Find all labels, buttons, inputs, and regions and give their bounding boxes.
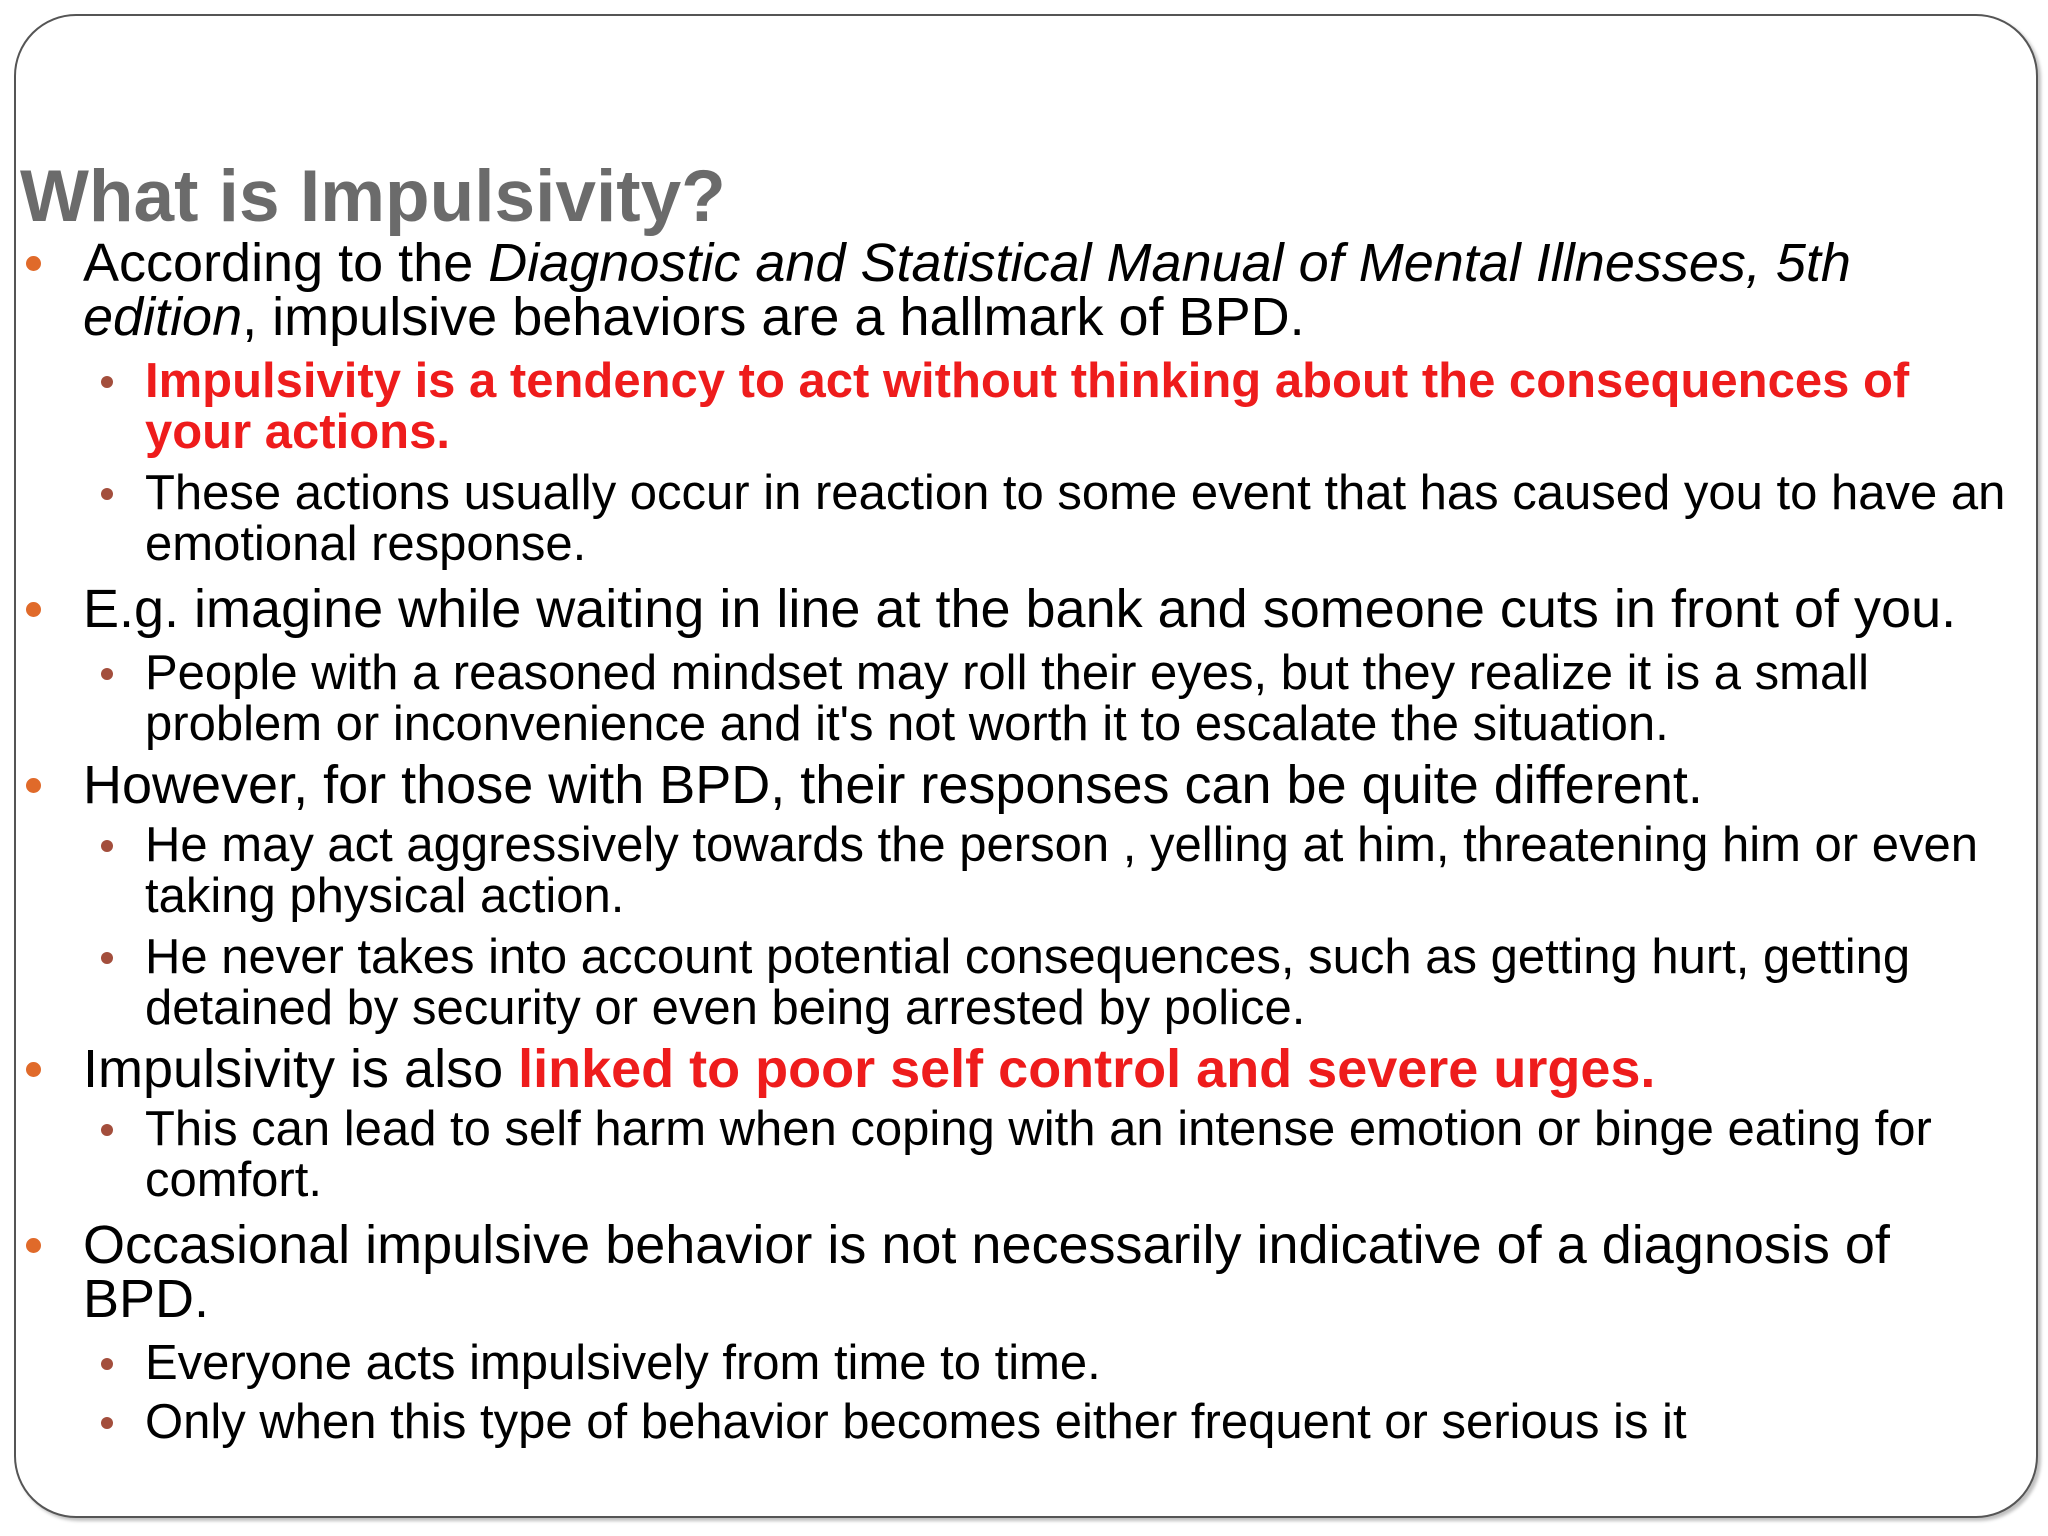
bullet-example	[83, 579, 2003, 639]
subbullet-dot	[101, 488, 113, 500]
subbullet-everyone	[145, 1338, 2015, 1389]
bullet-self-control	[83, 1039, 2003, 1099]
bullet-text: However, for those with BPD, their responses can be quite different.	[83, 755, 1703, 815]
bullet-text: Impulsivity is also	[83, 1039, 519, 1099]
subbullet-dot	[101, 840, 113, 852]
subbullet-frequent	[145, 1397, 2015, 1448]
bullet-dsm	[83, 233, 2003, 347]
subbullet-dot	[101, 1417, 113, 1429]
subbullet-text: People with a reasoned mindset may roll their eyes, but they realize it is a small problem or inconvenience and it's not worth it to escalate the situation.	[145, 646, 1869, 751]
subbullet-text: He may act aggressively towards the person , yelling at him, threatening him or even taking physical action.	[145, 818, 1978, 923]
subbullet-text: He never takes into account potential consequences, such as getting hurt, getting detained by security or even being arrested by police.	[145, 930, 1911, 1035]
bullet-text: Occasional impulsive behavior is not necessarily indicative of a diagnosis of BPD.	[83, 1215, 1890, 1329]
slide-body	[0, 233, 2048, 1449]
subbullet-text: These actions usually occur in reaction to some event that has caused you to have an emotional response.	[145, 466, 2006, 571]
bullet-dot	[26, 602, 41, 617]
bullet-dot	[26, 778, 41, 793]
subbullet-self-harm	[145, 1104, 2015, 1206]
slide-title: What is Impulsivity?	[20, 156, 726, 237]
bullet-occasional	[83, 1215, 2003, 1329]
subbullet-reaction	[145, 468, 2015, 570]
bullet-text: , impulsive behaviors are a hallmark of BPD.	[242, 287, 1305, 347]
subbullet-text: This can lead to self harm when coping with an intense emotion or binge eating for comfort.	[145, 1102, 1932, 1207]
bullet-dot	[26, 1062, 41, 1077]
bullet-dot	[26, 1238, 41, 1253]
bullet-bpd-response	[83, 755, 2003, 815]
subbullet-dot	[101, 376, 113, 388]
subbullet-text: Only when this type of behavior becomes either frequent or serious is it	[145, 1395, 1687, 1449]
bullet-text: According to the	[83, 233, 489, 293]
manual-title-italic: Diagnostic and Statistical Manual of Mental Illnesses, 5th edition	[83, 233, 1851, 347]
subbullet-dot	[101, 668, 113, 680]
subbullet-dot	[101, 1124, 113, 1136]
subbullet-text: Everyone acts impulsively from time to time.	[145, 1336, 1101, 1390]
subbullet-dot	[101, 1358, 113, 1370]
bullet-text: E.g. imagine while waiting in line at the bank and someone cuts in front of you.	[83, 579, 1957, 639]
bullet-dot	[26, 256, 41, 271]
subbullet-definition	[145, 356, 2015, 458]
subbullet-aggressive	[145, 820, 2015, 922]
subbullet-reasoned	[145, 648, 2015, 750]
subbullet-dot	[101, 952, 113, 964]
definition-emphasis: Impulsivity is a tendency to act without thinking about the consequences of your actions.	[145, 354, 1910, 459]
self-control-emphasis: linked to poor self control and severe urges.	[518, 1039, 1656, 1099]
subbullet-consequences	[145, 932, 2015, 1034]
